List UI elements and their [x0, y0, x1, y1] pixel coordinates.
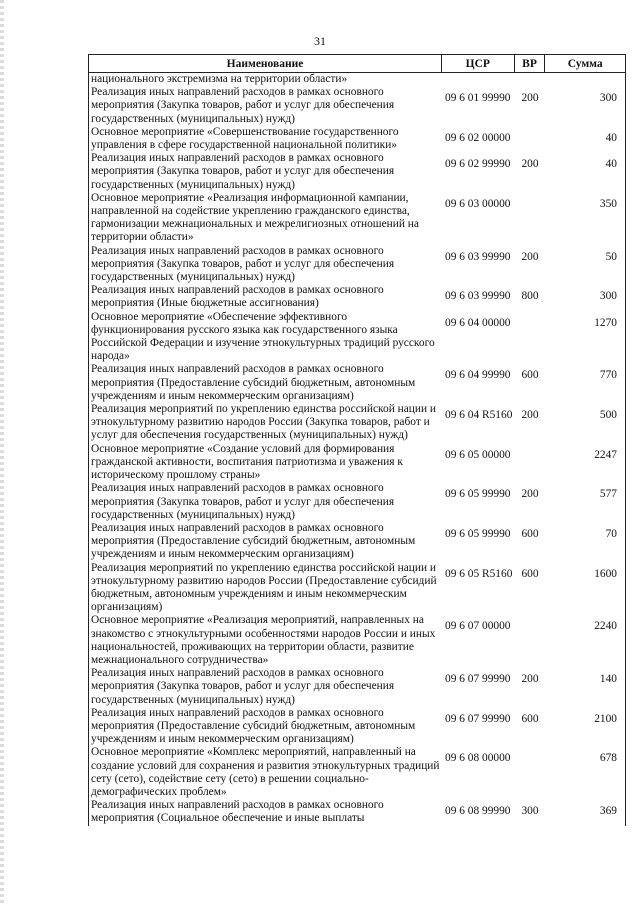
row-vr-text: 200 — [521, 92, 539, 105]
row-sum — [545, 707, 625, 726]
row-name — [89, 311, 443, 364]
row-sum — [545, 284, 625, 303]
row-csr — [443, 522, 515, 541]
row-csr-text: 09 6 04 99990 — [445, 369, 511, 382]
row-vr — [515, 192, 545, 198]
row-csr — [443, 152, 515, 171]
row-csr-text: 09 6 07 00000 — [445, 620, 511, 633]
row-sum-text: 2240 — [594, 620, 617, 633]
row-vr — [515, 363, 545, 382]
table-row — [89, 152, 625, 192]
row-csr-text: 09 6 04 R5160 — [445, 409, 513, 422]
row-name-text: Реализация мероприятий по укреплению единства российской нации и этнокультурному развитию народов России (Закупка товаров, работ и услуг для обеспечения государственных (муниципальных) нужд) — [91, 403, 437, 442]
row-csr-text: 09 6 07 99990 — [445, 673, 511, 686]
row-sum-text: 2100 — [594, 712, 617, 725]
table-row — [89, 311, 625, 364]
row-csr-text: 09 6 07 99990 — [445, 712, 511, 725]
row-name — [89, 443, 443, 483]
row-vr — [515, 482, 545, 501]
row-sum — [545, 86, 625, 105]
row-name — [89, 403, 443, 443]
table-row — [89, 482, 625, 522]
row-name-text: Реализация иных направлений расходов в рамках основного мероприятия (Предоставление субсидий бюджетным, автономным учреждениям и иным некоммерческим организациям) — [91, 363, 416, 402]
row-csr — [443, 443, 515, 462]
header-csr: ЦСР — [442, 55, 515, 72]
row-sum-text: 70 — [605, 527, 617, 540]
row-csr — [443, 192, 515, 211]
table-row — [89, 86, 625, 126]
row-csr-text: 09 6 08 00000 — [445, 752, 511, 765]
row-vr — [515, 245, 545, 264]
row-sum — [545, 614, 625, 633]
table-row — [89, 522, 625, 562]
row-name-text: Реализация иных направлений расходов в рамках основного мероприятия (Закупка товаров, работ и услуг для обеспечения государственных (муниципальных) нужд) — [91, 152, 395, 191]
row-sum-text: 678 — [599, 752, 617, 765]
row-sum — [545, 152, 625, 171]
table-row — [89, 799, 625, 825]
row-sum-text: 300 — [599, 92, 617, 105]
table-row — [89, 192, 625, 245]
row-vr — [515, 152, 545, 171]
row-csr — [443, 614, 515, 633]
row-name-text: Реализация иных направлений расходов в рамках основного мероприятия (Закупка товаров, работ и услуг для обеспечения государственных (муниципальных) нужд) — [91, 244, 395, 284]
row-name — [89, 73, 443, 86]
row-name-text: Основное мероприятие «Реализация информационной кампании, направленной на содействие укреплению гражданского единства, гармонизации межнациональных и межрелигиозных отношений на территории области» — [91, 191, 419, 244]
table-row — [89, 245, 625, 285]
row-name — [89, 192, 443, 245]
row-vr-text: 600 — [521, 567, 539, 580]
row-sum-text: 770 — [599, 369, 617, 382]
row-vr-text: 200 — [521, 250, 539, 263]
row-name-text: национального экстремизма на территории области» — [91, 73, 348, 85]
row-sum-text: 40 — [605, 131, 617, 144]
row-name — [89, 667, 443, 707]
row-csr — [443, 245, 515, 264]
row-csr-text: 09 6 05 00000 — [445, 448, 511, 461]
header-sum: Сумма — [567, 57, 603, 70]
row-sum — [545, 192, 625, 211]
row-name-text: Основное мероприятие «Реализация мероприятий, направленных на знакомство с этнокультурными особенностями народов России и иных национальностей, проживающих на территории области, развитие межнационального сотрудничества» — [91, 614, 436, 666]
row-sum — [545, 482, 625, 501]
row-name-text: Реализация иных направлений расходов в рамках основного мероприятия (Закупка товаров, работ и услуг для обеспечения государственных (муниципальных) нужд) — [91, 482, 395, 521]
row-vr — [515, 562, 545, 581]
row-sum — [545, 522, 625, 541]
table-row — [89, 284, 625, 310]
row-csr-text: 09 6 02 99990 — [445, 158, 511, 171]
row-csr-text: 09 6 01 99990 — [445, 92, 511, 105]
row-vr-text: 200 — [521, 409, 539, 422]
row-csr — [443, 403, 515, 422]
row-csr — [443, 363, 515, 382]
row-sum — [545, 311, 625, 330]
row-name-text: Реализация иных направлений расходов в рамках основного мероприятия (Предоставление субсидий бюджетным, автономным учреждениям и иным некоммерческим организациям) — [91, 521, 416, 561]
row-vr — [515, 403, 545, 422]
row-name — [89, 152, 443, 192]
table-row — [89, 443, 625, 483]
row-csr-text: 09 6 03 00000 — [445, 197, 511, 210]
row-vr — [515, 707, 545, 726]
row-name — [89, 562, 443, 615]
row-csr — [443, 746, 515, 765]
row-name — [89, 126, 443, 152]
row-vr-text: 200 — [521, 488, 539, 501]
row-csr — [443, 667, 515, 686]
row-sum-text: 2247 — [594, 448, 617, 461]
row-csr-text: 09 6 03 99990 — [445, 250, 511, 263]
row-vr — [515, 799, 545, 818]
table-row — [89, 403, 625, 443]
row-sum — [545, 667, 625, 686]
row-sum-text: 50 — [605, 250, 617, 263]
page-number: 31 — [314, 34, 326, 48]
row-name-text: Основное мероприятие «Обеспечение эффективного функционирования русского языка как государственного языка Российской Федерации и изучение этнокультурных традиций русского народа» — [91, 310, 435, 363]
row-name-text: Реализация мероприятий по укреплению единства российской нации и этнокультурному развитию народов России (Предоставление субсидий бюджетным, автономным учреждениям и иным некоммерческим организациям) — [91, 561, 437, 614]
row-name — [89, 482, 443, 522]
table-row — [89, 363, 625, 403]
row-sum — [545, 245, 625, 264]
row-sum-text: 140 — [599, 673, 617, 686]
row-csr-text: 09 6 05 99990 — [445, 527, 511, 540]
row-name — [89, 363, 443, 403]
row-csr-text: 09 6 05 R5160 — [445, 567, 513, 580]
table-header — [89, 54, 625, 73]
scan-edge — [0, 0, 4, 905]
row-vr-text: 800 — [521, 290, 539, 303]
table-row — [89, 746, 625, 799]
row-name-text: Реализация иных направлений расходов в рамках основного мероприятия (Закупка товаров, работ и услуг для обеспечения государственных (муниципальных) нужд) — [91, 667, 395, 706]
row-csr — [443, 799, 515, 818]
row-vr — [515, 614, 545, 620]
row-name-text: Основное мероприятие «Создание условий для формирования гражданской активности, воспитания патриотизма и уважения к историческому прошлому страны» — [91, 442, 403, 482]
row-name — [89, 614, 443, 667]
row-csr-text: 09 6 05 99990 — [445, 488, 511, 501]
table-row — [89, 562, 625, 615]
row-csr-text: 09 6 02 00000 — [445, 131, 511, 144]
row-vr-text: 600 — [521, 712, 539, 725]
row-vr-text: 600 — [521, 369, 539, 382]
row-sum — [545, 746, 625, 765]
budget-table — [88, 54, 626, 826]
row-vr-text: 600 — [521, 527, 539, 540]
row-name-text: Реализация иных направлений расходов в рамках основного мероприятия (Предоставление субсидий бюджетным, автономным учреждениям и иным некоммерческим организациям) — [91, 706, 416, 746]
row-csr — [443, 86, 515, 105]
row-name — [89, 707, 443, 747]
row-sum — [545, 403, 625, 422]
row-csr — [443, 482, 515, 501]
table-row — [89, 667, 625, 707]
row-vr-text: 200 — [521, 673, 539, 686]
table-row — [89, 707, 625, 747]
table-body — [89, 73, 625, 826]
row-sum-text: 1270 — [594, 316, 617, 329]
row-name-text: Реализация иных направлений расходов в рамках основного мероприятия (Социальное обеспечение и иные выплаты — [91, 799, 384, 825]
row-name — [89, 799, 443, 825]
row-sum-text: 1600 — [594, 567, 617, 580]
row-csr-text: 09 6 03 99990 — [445, 290, 511, 303]
row-vr — [515, 126, 545, 132]
row-name — [89, 245, 443, 285]
row-sum-text: 500 — [599, 409, 617, 422]
row-name-text: Основное мероприятие «Совершенствование государственного управления в сфере государственной национальной политики» — [91, 125, 399, 152]
row-vr — [515, 443, 545, 449]
row-name-text: Реализация иных направлений расходов в рамках основного мероприятия (Иные бюджетные ассигнования) — [91, 284, 384, 310]
row-csr — [443, 284, 515, 303]
row-sum-text: 40 — [605, 158, 617, 171]
table-row — [89, 73, 625, 86]
row-name — [89, 86, 443, 126]
header-name: Наименование — [89, 55, 442, 72]
row-vr — [515, 667, 545, 686]
row-csr-text: 09 6 04 00000 — [445, 316, 511, 329]
row-name — [89, 284, 443, 310]
row-csr — [443, 311, 515, 330]
row-sum-text: 350 — [599, 197, 617, 210]
row-sum — [545, 126, 625, 145]
row-name — [89, 746, 443, 799]
table-row — [89, 126, 625, 152]
row-vr — [515, 284, 545, 303]
row-csr — [443, 707, 515, 726]
row-csr-text: 09 6 08 99990 — [445, 805, 511, 818]
table-row — [89, 614, 625, 667]
row-name-text: Основное мероприятие «Комплекс мероприятий, направленный на создание условий для сохранения и развития этнокультурных традиций сету (сето), содействие сету (сето) в решении социально-демографических проблем» — [91, 746, 440, 798]
row-csr — [443, 562, 515, 581]
row-vr — [515, 86, 545, 105]
row-sum — [545, 443, 625, 462]
row-vr — [515, 522, 545, 541]
row-sum — [545, 363, 625, 382]
row-sum-text: 577 — [599, 488, 617, 501]
row-csr — [443, 126, 515, 145]
row-name — [89, 522, 443, 562]
row-sum-text: 369 — [599, 805, 617, 818]
row-vr — [515, 311, 545, 317]
row-vr — [515, 746, 545, 752]
row-sum — [545, 562, 625, 581]
row-name-text: Реализация иных направлений расходов в рамках основного мероприятия (Закупка товаров, работ и услуг для обеспечения государственных (муниципальных) нужд) — [91, 86, 395, 125]
row-sum-text: 300 — [599, 290, 617, 303]
row-vr-text: 200 — [521, 158, 539, 171]
header-vr: ВР — [515, 55, 546, 72]
row-sum — [545, 799, 625, 818]
row-vr-text: 300 — [521, 805, 539, 818]
